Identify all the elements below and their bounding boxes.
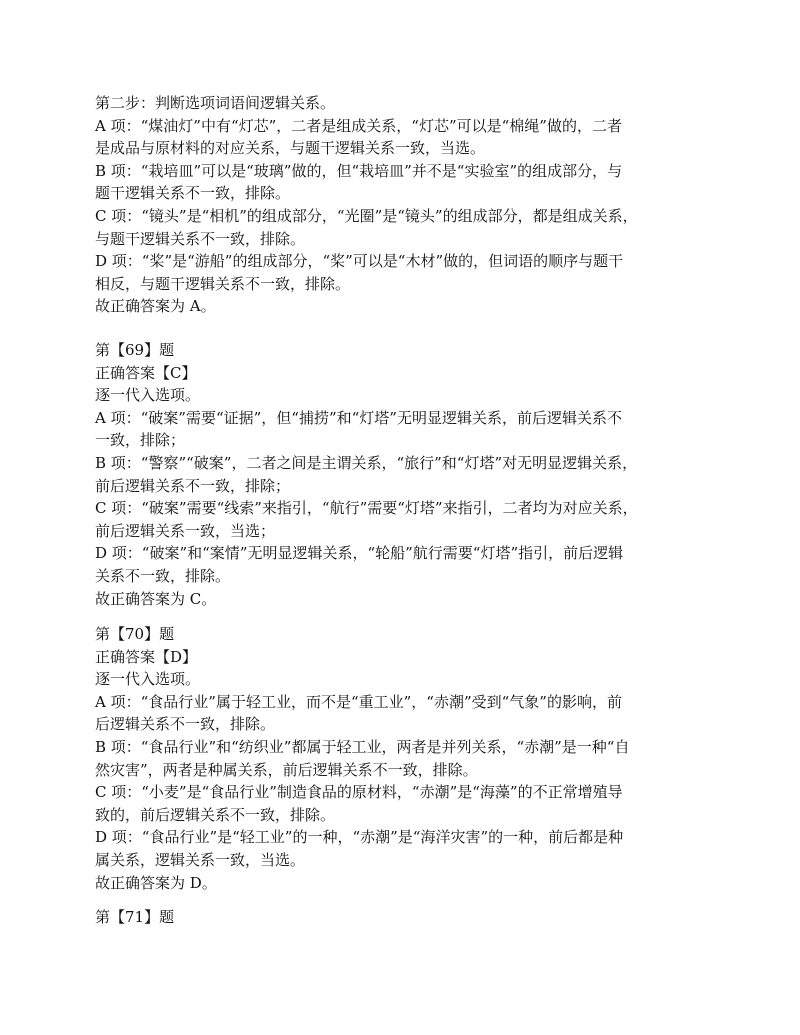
option-b-line1: B 项：“食品行业”和“纺织业”都属于轻工业，两者是并列关系，“赤潮”是一种“自 [95, 737, 630, 756]
question-69 [95, 339, 720, 610]
option-a-line1: A 项：“煤油灯”中有“灯芯”，二者是组成关系，“灯芯”可以是“棉绳”做的，二者 [95, 116, 622, 135]
question-number: 第【71】题 [95, 908, 175, 926]
question-71 [95, 906, 720, 929]
option-d-line2: 属关系，逻辑关系一致，当选。 [95, 850, 306, 869]
option-c-line1: C 项：“小麦”是“食品行业”制造食品的原材料，“赤潮”是“海藻”的不正常增殖导 [95, 783, 623, 802]
option-d-line1: D 项：“食品行业”是“轻工业”的一种，“赤潮”是“海洋灾害”的一种，前后都是种 [95, 828, 624, 847]
correct-answer: 正确答案【C】 [95, 363, 197, 382]
option-b-line2: 题干逻辑关系不一致，排除。 [95, 184, 291, 203]
answer-line: 故正确答案为 C。 [95, 589, 217, 608]
section-step2-analysis [95, 92, 720, 318]
option-d-line1: D 项：“桨”是“游船”的组成部分，“桨”可以是“木材”做的，但词语的顺序与题干 [95, 252, 624, 271]
option-b-line2: 前后逻辑关系不一致，排除； [95, 476, 291, 495]
option-b-line1: B 项：“警察”“破案”，二者之间是主谓关系，“旅行”和“灯塔”对无明显逻辑关系， [95, 453, 638, 472]
option-a-line2: 是成品与原材料的对应关系，与题干逻辑关系一致，当选。 [95, 139, 486, 158]
option-d-line1: D 项：“破案”和“案情”无明显逻辑关系，“轮船”航行需要“灯塔”指引，前后逻辑 [95, 544, 624, 563]
answer-line: 故正确答案为 A。 [95, 297, 216, 316]
option-d-line2: 关系不一致，排除。 [95, 566, 231, 585]
method-line: 逐一代入选项。 [95, 670, 201, 689]
option-c-line1: C 项：“镜头”是“相机”的组成部分，“光圈”是“镜头”的组成部分，都是组成关系， [95, 206, 638, 225]
option-a-line2: 一致，排除； [95, 431, 186, 450]
method-line: 逐一代入选项。 [95, 386, 201, 405]
option-a-line2: 后逻辑关系不一致，排除。 [95, 715, 276, 734]
step-heading: 第二步：判断选项词语间逻辑关系。 [95, 94, 336, 112]
correct-answer: 正确答案【D】 [95, 647, 198, 666]
question-number: 第【70】题 [95, 625, 175, 643]
option-b-line1: B 项：“栽培皿”可以是“玻璃”做的，但“栽培皿”并不是“实验室”的组成部分，与 [95, 161, 623, 180]
option-c-line2: 与题干逻辑关系不一致，排除。 [95, 229, 306, 248]
option-c-line1: C 项：“破案”需要“线索”来指引，“航行”需要“灯塔”来指引，二者均为对应关系， [95, 499, 638, 518]
question-70 [95, 623, 720, 894]
option-a-line1: A 项：“食品行业”属于轻工业，而不是“重工业”，“赤潮”受到“气象”的影响，前 [95, 692, 622, 711]
option-a-line1: A 项：“破案”需要“证据”，但“捕捞”和“灯塔”无明显逻辑关系，前后逻辑关系不 [95, 408, 622, 427]
option-b-line2: 然灾害”，两者是种属关系，前后逻辑关系不一致，排除。 [95, 760, 478, 779]
option-d-line2: 相反，与题干逻辑关系不一致，排除。 [95, 274, 351, 293]
option-c-line2: 前后逻辑关系一致，当选； [95, 521, 276, 540]
question-number: 第【69】题 [95, 341, 175, 359]
answer-line: 故正确答案为 D。 [95, 873, 217, 892]
option-c-line2: 致的，前后逻辑关系不一致，排除。 [95, 805, 336, 824]
